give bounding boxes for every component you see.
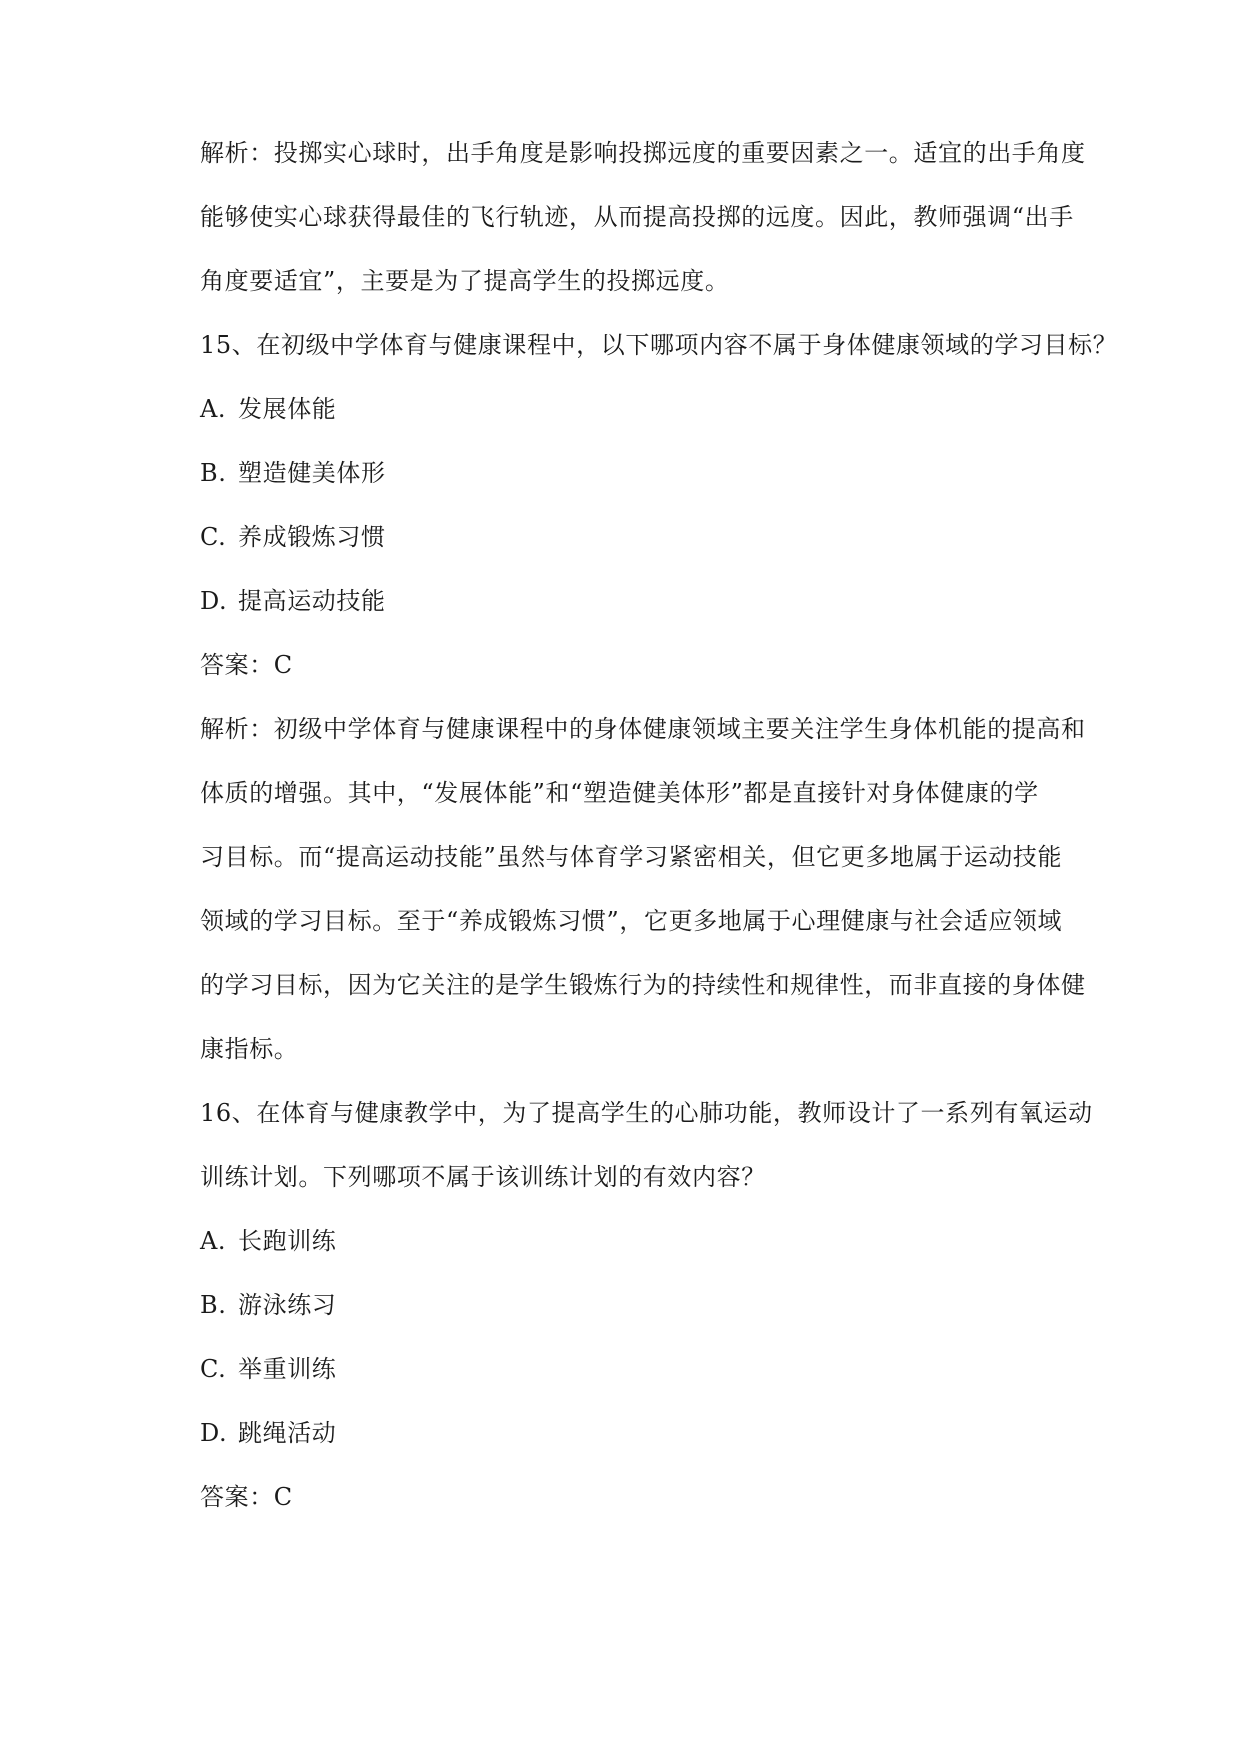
option-text: 长跑训练: [238, 1227, 337, 1255]
q15-option-d: [200, 585, 1088, 649]
option-label: C.: [200, 1355, 227, 1383]
q15-explanation-line: 的学习目标，因为它关注的是学生锻炼行为的持续性和规律性，而非直接的身体健: [200, 971, 1086, 999]
q15-explanation-line: 体质的增强。其中，“发展体能”和“塑造健美体形”都是直接针对身体健康的学: [200, 779, 1039, 807]
q16-answer: 答案：C: [200, 1483, 293, 1511]
option-label: A.: [200, 1227, 227, 1255]
q14-explanation-line: 能够使实心球获得最佳的飞行轨迹，从而提高投掷的远度。因此，教师强调“出手: [200, 203, 1074, 231]
q14-explanation: [200, 137, 1088, 329]
q14-explanation-line: 角度要适宜”，主要是为了提高学生的投掷远度。: [200, 267, 730, 295]
q15-question: [200, 329, 1118, 393]
option-text: 跳绳活动: [238, 1419, 337, 1447]
option-label: B.: [200, 1291, 227, 1319]
option-text: 游泳练习: [238, 1291, 337, 1319]
option-label: A.: [200, 395, 227, 423]
q15-option-b: [200, 457, 1088, 521]
q15-options: [200, 393, 1088, 649]
option-text: 举重训练: [238, 1355, 337, 1383]
option-text: 发展体能: [238, 395, 337, 423]
q15-explanation-line: 领域的学习目标。至于“养成锻炼习惯”，它更多地属于心理健康与社会适应领域: [200, 907, 1063, 935]
option-label: D.: [200, 1419, 228, 1447]
q15-answer: 答案：C: [200, 651, 293, 679]
q16-question: [200, 1097, 1093, 1225]
q15-explanation: [200, 713, 1088, 1097]
option-text: 养成锻炼习惯: [238, 523, 386, 551]
option-label: D.: [200, 587, 228, 615]
q15-explanation-line: 解析：初级中学体育与健康课程中的身体健康领域主要关注学生身体机能的提高和: [200, 715, 1086, 743]
q15-explanation-line: 康指标。: [200, 1035, 299, 1063]
option-text: 塑造健美体形: [238, 459, 386, 487]
q15-option-c: [200, 521, 1088, 585]
document-page: [200, 137, 1118, 1545]
q16-option-d: [200, 1417, 1088, 1481]
q15-option-a: [200, 393, 1088, 457]
q16-question-line: 16、在体育与健康教学中，为了提高学生的心肺功能，教师设计了一系列有氧运动: [200, 1099, 1093, 1127]
q16-options: [200, 1225, 1088, 1481]
option-text: 提高运动技能: [238, 587, 386, 615]
q15-question-line: 15、在初级中学体育与健康课程中，以下哪项内容不属于身体健康领域的学习目标？: [200, 331, 1118, 359]
q16-question-line: 训练计划。下列哪项不属于该训练计划的有效内容？: [200, 1163, 766, 1191]
option-label: B.: [200, 459, 227, 487]
q15-explanation-line: 习目标。而“提高运动技能”虽然与体育学习紧密相关，但它更多地属于运动技能: [200, 843, 1063, 871]
q16-option-c: [200, 1353, 1088, 1417]
option-label: C.: [200, 523, 227, 551]
q16-option-a: [200, 1225, 1088, 1289]
q14-explanation-line: 解析：投掷实心球时，出手角度是影响投掷远度的重要因素之一。适宜的出手角度: [200, 139, 1086, 167]
q16-option-b: [200, 1289, 1088, 1353]
